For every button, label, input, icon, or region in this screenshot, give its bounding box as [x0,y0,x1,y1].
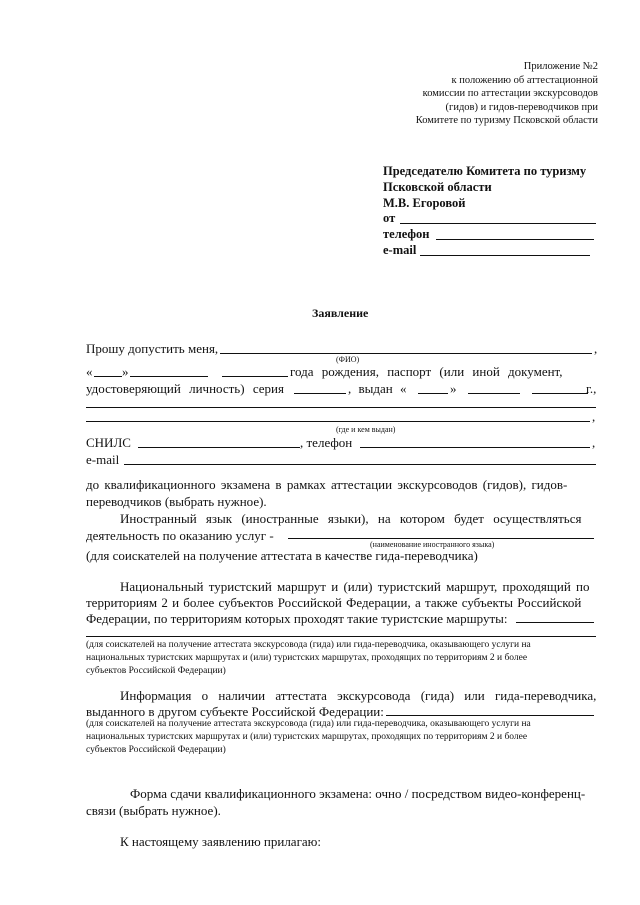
annex-line: Комитете по туризму Псковской области [415,115,598,126]
info-note-2: национальных туристских маршрутах и (или) туристских маршрутах, проходящих по территориям 2 и более [86,732,528,742]
info-field[interactable] [386,715,594,716]
id-doc-text: удостоверяющий личность) серия [86,381,284,396]
birth-year-field[interactable] [222,376,288,377]
issued-by-caption: (где и кем выдан) [336,425,396,434]
form-text-2: связи (выбрать нужное). [86,803,221,818]
issued-month-field[interactable] [468,393,520,394]
route-note-3: субъектов Российской Федерации) [86,666,226,676]
route-field-2[interactable] [86,636,596,637]
fio-caption: (ФИО) [336,355,360,364]
route-text-2: территориям 2 и более субъектов Российской Федерации, а также субъекты Российской [86,595,582,610]
route-text-1: Национальный туристский маршрут и (или) туристский маршрут, проходящий по [120,579,590,594]
annex-line: (гидов) и гидов-переводчиков при [445,101,598,113]
birth-month-field[interactable] [130,376,208,377]
issued-close-quote: » [450,381,457,396]
annex-line: к положению об аттестационной [451,74,598,86]
year-suffix: г., [586,381,597,396]
phone-field[interactable] [436,239,594,240]
email-label-body: e-mail [86,452,120,467]
info-text-2: выданного в другом субъекте Российской Федерации: [86,704,384,719]
addressee-line-1: Председателю Комитета по туризму [383,164,587,178]
info-text-1: Информация о наличии аттестата экскурсовода (гида) или гида-переводчика, [120,688,597,703]
series-field[interactable] [294,393,346,394]
email-label: e-mail [383,243,417,257]
lang-caption: (наименование иностранного языка) [370,540,495,549]
birth-close-quote: » [122,364,129,379]
route-field-1[interactable] [516,622,594,623]
birth-day-field[interactable] [94,376,122,377]
lang-text-1: Иностранный язык (иностранные языки), на котором будет осуществляться [120,511,582,526]
lang-text-2: деятельность по оказанию услуг - [86,528,274,543]
issued-by-field-2[interactable] [86,421,590,422]
from-label: от [383,211,396,225]
issued-label: , выдан « [348,381,407,396]
form-text-1: Форма сдачи квалификационного экзамена: очно / посредством видео-конференц- [130,786,586,801]
addressee-line-3: М.В. Егоровой [383,196,466,210]
route-note-2: национальных туристских маршрутах и (или) туристских маршрутах, проходящих по территориям 2 и более [86,653,528,663]
issued-day-field[interactable] [418,393,448,394]
attach-text: К настоящему заявлению прилагаю: [120,834,321,849]
from-field[interactable] [400,223,596,224]
annex-block [416,60,598,128]
issued-by-field-1[interactable] [86,407,596,408]
birth-open-quote: « [86,364,93,379]
info-note-3: субъектов Российской Федерации) [86,745,226,755]
exam-text-2: переводчиков (выбрать нужное). [86,494,267,509]
annex-line: Приложение №2 [523,61,598,72]
phone-label: телефон [383,227,430,241]
lang-field[interactable] [288,538,594,539]
fio-field[interactable] [220,353,592,354]
route-text-3: Федерации, по территориям которых проходят такие туристские маршруты: [86,611,508,626]
info-note-1: (для соискателей на получение аттестата экскурсовода (гида) или гида-переводчика, оказывающего услуги на [86,719,531,729]
phone-label-body: , телефон [300,435,353,450]
addressee-line-2: Псковской области [383,180,492,194]
issued-year-field[interactable] [532,393,588,394]
annex-line: комиссии по аттестации экскурсоводов [422,88,598,99]
lang-note: (для соискателей на получение аттестата в качестве гида-переводчика) [86,548,478,563]
request-prefix: Прошу допустить меня, [86,341,219,356]
route-note-1: (для соискателей на получение аттестата экскурсовода (гида) или гида-переводчика, оказывающего услуги на [86,640,531,650]
email-field-body[interactable] [124,464,596,465]
snils-label: СНИЛС [86,435,131,450]
snils-field[interactable] [138,447,300,448]
exam-text-1: до квалификационного экзамена в рамках аттестации экскурсоводов (гидов), гидов- [86,477,568,492]
phone-field-body[interactable] [360,447,590,448]
page-title: Заявление [312,306,369,320]
email-field[interactable] [420,255,590,256]
birth-text: года рождения, паспорт (или иной документ, [290,364,563,379]
